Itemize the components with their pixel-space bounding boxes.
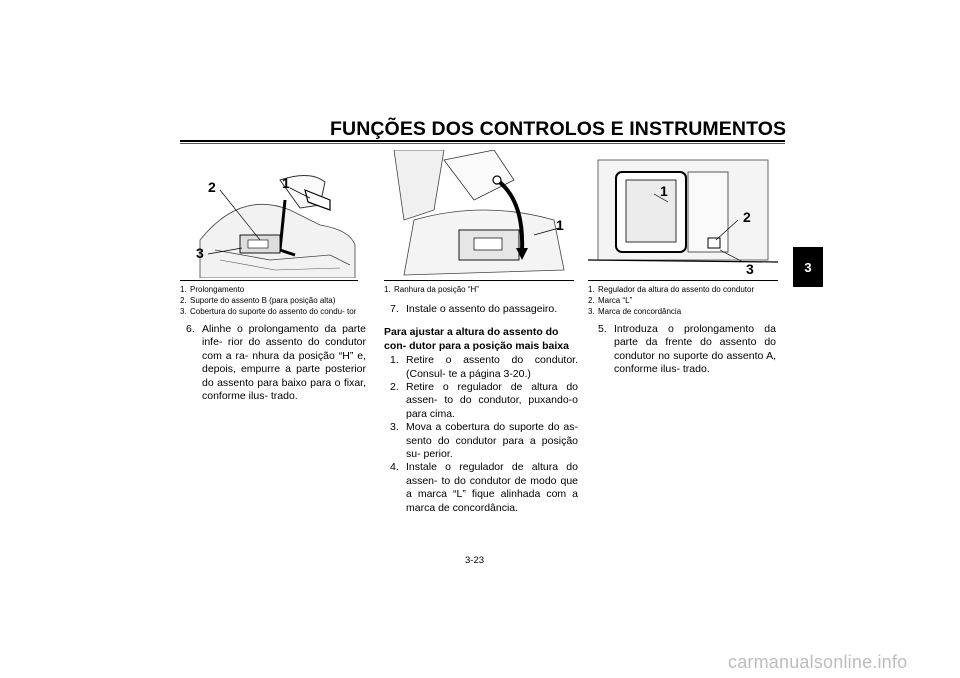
page-number: 3-23 xyxy=(465,555,485,566)
figure-1-extension xyxy=(180,150,358,278)
figure-1-callout-3: 3 xyxy=(196,245,204,261)
section-subheading: Para ajustar a altura do assento do con- dutor para a posição mais baixa xyxy=(384,326,569,352)
instruction-step: 6. Alinhe o prolongamento da parte infe- rior do assento do condutor com a ra- nhura da posição “H” e, depois, empurre a parte posterior do assento para baixo para o fixar, conforme ilus- trado. xyxy=(186,323,366,403)
caption-item: 1. Regulador da altura do assento do condutor xyxy=(588,285,755,294)
figure-3-illustration xyxy=(588,150,778,278)
figure-1-callout-2: 2 xyxy=(208,179,216,195)
figure-3-callout-1: 1 xyxy=(660,183,668,199)
column-1-text xyxy=(186,323,366,403)
caption-item: 3. Cobertura do suporte do assento do condu- tor xyxy=(180,307,357,316)
caption-item: 3. Marca de concordância xyxy=(588,307,682,316)
figure-3-callout-3: 3 xyxy=(746,261,754,277)
instruction-step: 5. Introduza o prolongamento da parte da frente do assento do condutor no suporte do assento A, conforme ilus- trado. xyxy=(598,323,776,376)
instruction-step: 2. Retire o regulador de altura do assen- to do condutor, puxando-o para cima. xyxy=(390,381,578,420)
instruction-step: 1. Retire o assento do condutor. (Consul- te a página 3-20.) xyxy=(390,354,578,380)
watermark-text: carmanualsonline.info xyxy=(728,652,908,672)
figure-3-caption xyxy=(588,284,780,317)
column-2-text xyxy=(384,303,578,515)
title-rule xyxy=(180,140,785,142)
caption-item: 1. Prolongamento xyxy=(180,285,245,294)
chapter-tab[interactable]: 3 xyxy=(793,247,823,287)
figure-1-illustration xyxy=(180,150,358,278)
figure-2-h-slot xyxy=(384,150,574,278)
instruction-step: 3. Mova a cobertura do suporte do as- sento do condutor para a posição su- perior. xyxy=(390,421,578,461)
title-rule-thin xyxy=(180,143,785,144)
caption-item: 2. Marca “L” xyxy=(588,296,633,305)
figure-1-callout-1: 1 xyxy=(282,175,290,191)
figure-3-height-adjuster xyxy=(588,150,778,278)
figure-1-caption xyxy=(180,284,362,317)
caption-item: 1. Ranhura da posição “H” xyxy=(384,285,479,294)
figure-3-rule xyxy=(588,280,778,281)
instruction-step: 7. Instale o assento do passageiro. xyxy=(390,303,558,315)
column-3-text xyxy=(598,323,776,377)
figure-3-callout-2: 2 xyxy=(743,209,751,225)
figure-2-illustration xyxy=(384,150,574,278)
page-title: FUNÇÕES DOS CONTROLOS E INSTRUMENTOS xyxy=(330,118,787,140)
figure-2-rule xyxy=(384,280,574,281)
figure-1-rule xyxy=(180,280,358,281)
figure-2-callout-1: 1 xyxy=(556,217,564,233)
instruction-step: 4. Instale o regulador de altura do assen- to do condutor de modo que a marca “L” fique alinhada com a marca de concordância. xyxy=(390,461,578,514)
figure-2-caption xyxy=(384,284,576,295)
caption-item: 2. Suporte do assento B (para posição alta) xyxy=(180,296,336,305)
